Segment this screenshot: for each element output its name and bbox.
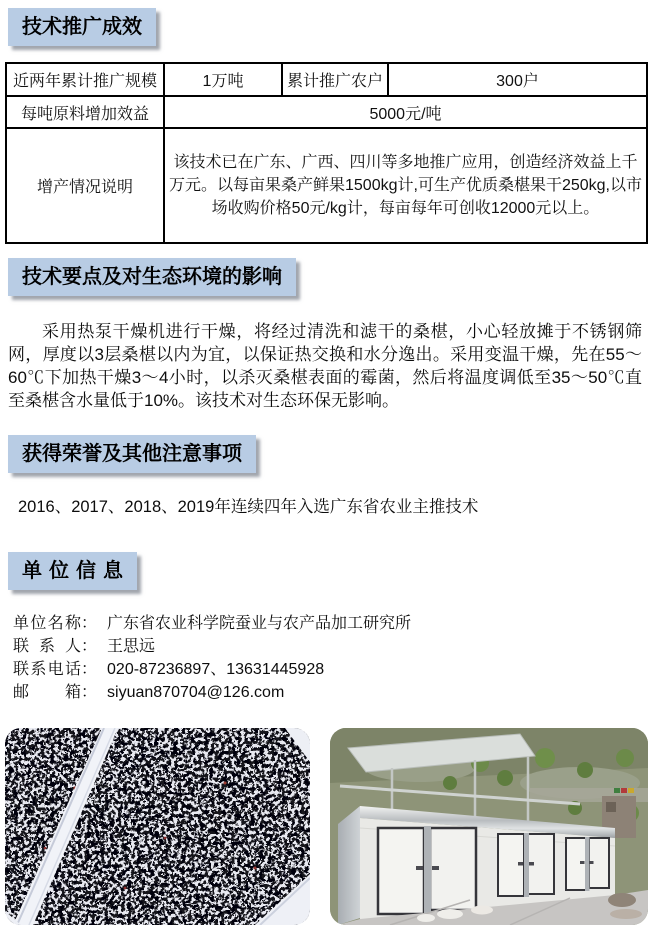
- honors-text: 2016、2017、2018、2019年连续四年入选广东省农业主推技术: [18, 498, 479, 516]
- promotion-table: [5, 62, 648, 244]
- contact-person-label: 联系人: [13, 638, 81, 655]
- section-title-promotion: 技术推广成效: [8, 8, 156, 46]
- colon: ：: [81, 684, 98, 701]
- email-label: 邮箱: [13, 684, 81, 701]
- colon: ：: [81, 661, 98, 678]
- contact-person-row: [13, 635, 411, 658]
- colon: ：: [81, 638, 98, 655]
- phone-label: 联系电话: [13, 661, 81, 678]
- section-title-unit-info: 单位信息: [8, 552, 137, 590]
- cell-farmers-value: 300户: [388, 63, 647, 96]
- table-row: [6, 128, 647, 243]
- photo-dried-mulberries: [5, 728, 310, 925]
- cell-farmers-label: 累计推广农户: [282, 63, 388, 96]
- unit-info-block: [13, 612, 411, 704]
- phone-value: 020-87236897、13631445928: [107, 661, 325, 678]
- cell-benefit-label: 每吨原料增加效益: [6, 96, 164, 128]
- cell-benefit-value: 5000元/吨: [164, 96, 647, 128]
- section-title-honors: 获得荣誉及其他注意事项: [8, 435, 256, 473]
- cell-scale-label: 近两年累计推广规模: [6, 63, 164, 96]
- table-row: [6, 96, 647, 128]
- phone-row: [13, 658, 411, 681]
- email-row: [13, 681, 411, 704]
- cell-scale-value: 1万吨: [164, 63, 282, 96]
- unit-name-row: [13, 612, 411, 635]
- table-row: [6, 63, 647, 96]
- cell-increase-label: 增产情况说明: [6, 128, 164, 243]
- unit-name-label: 单位名称: [13, 615, 81, 632]
- cell-increase-description: 该技术已在广东、广西、四川等多地推广应用，创造经济效益上千万元。以每亩果桑产鲜果1500kg计,可生产优质桑椹果干250kg,以市场收购价格50元/kg计，每亩每年可创收12000元以上。: [164, 128, 647, 243]
- colon: ：: [81, 615, 98, 632]
- section-title-keypoints: 技术要点及对生态环境的影响: [8, 258, 296, 296]
- email-value: siyuan870704@126.com: [107, 684, 285, 701]
- keypoints-paragraph: 采用热泵干燥机进行干燥，将经过清洗和滤干的桑椹，小心轻放摊于不锈钢筛网，厚度以3层桑椹以内为宜，以保证热交换和水分逸出。采用变温干燥，先在55～60℃下加热干燥3～4小时，以杀灭桑椹表面的霉菌，然后将温度调低至35～50℃直至桑椹含水量低于10%。该技术对生态环保无影响。: [8, 322, 642, 410]
- unit-name-value: 广东省农业科学院蚕业与农产品加工研究所: [107, 615, 412, 632]
- photo-drying-equipment: [330, 728, 648, 925]
- contact-person-value: 王思远: [107, 638, 156, 655]
